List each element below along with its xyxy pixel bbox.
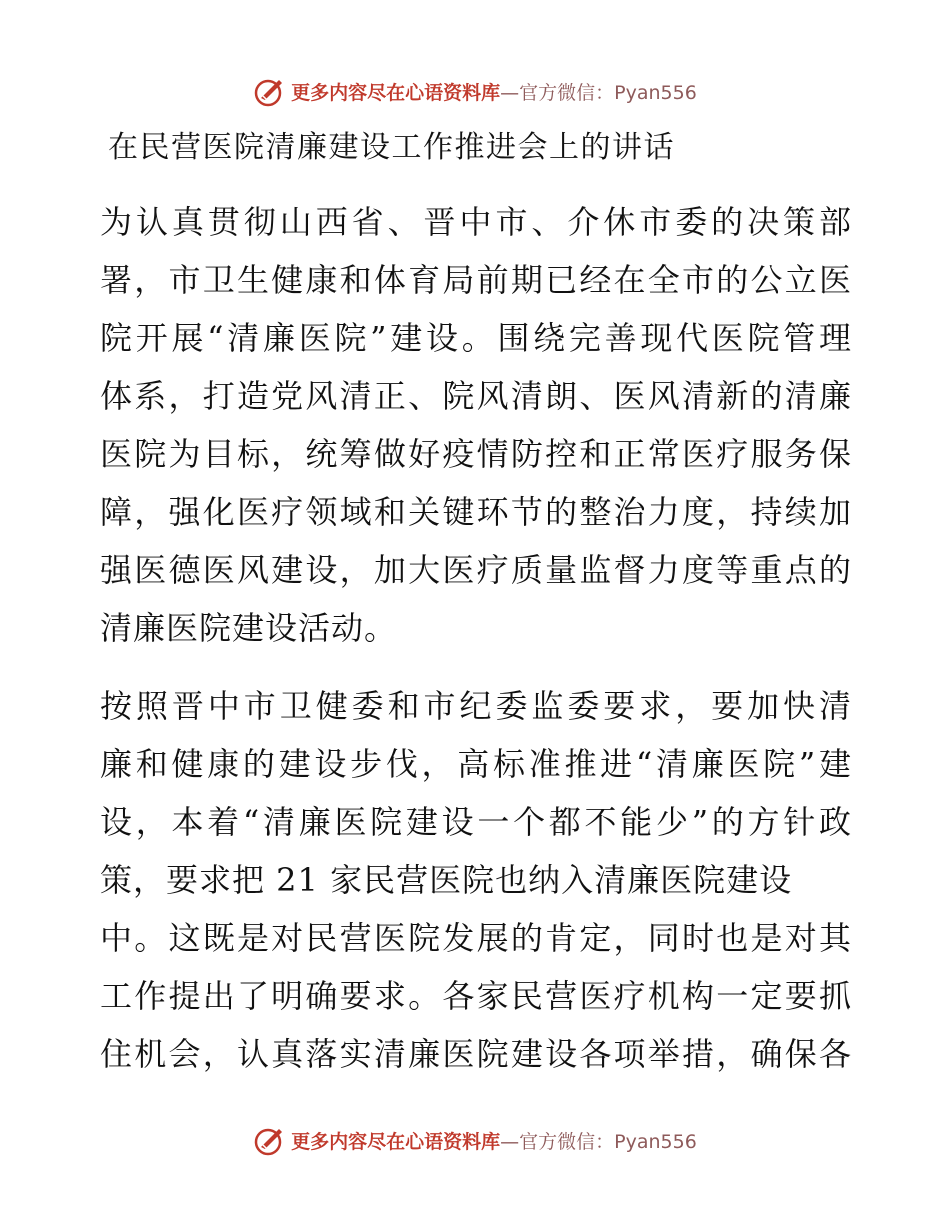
- paragraph-line: 医院为目标，统筹做好疫情防控和正常医疗服务保: [100, 435, 852, 473]
- paragraph-line: 强医德医风建设，加大医疗质量监督力度等重点的: [100, 551, 852, 589]
- banner-tail: 官方微信：Pyan556: [519, 81, 697, 104]
- paragraph-line: 院开展“清廉医院”建设。围绕完善现代医院管理: [100, 319, 852, 357]
- banner-dash: —: [500, 1130, 520, 1153]
- banner-text: [291, 78, 697, 105]
- header-banner: [0, 71, 950, 111]
- paragraph-1: [100, 193, 852, 657]
- quill-logo-icon: [253, 1123, 287, 1157]
- paragraph-line: 住机会，认真落实清廉医院建设各项举措，确保各: [100, 1035, 852, 1073]
- paragraph-line: 工作提出了明确要求。各家民营医疗机构一定要抓: [100, 977, 852, 1015]
- paragraph-line: 廉和健康的建设步伐，高标准推进“清廉医院”建: [100, 745, 852, 783]
- banner-lead: 更多内容尽在心语资料库: [291, 81, 501, 104]
- paragraph-line: 为认真贯彻山西省、晋中市、介休市委的决策部: [100, 203, 852, 241]
- banner-text: [291, 1127, 697, 1154]
- paragraph-line: 清廉医院建设活动。: [100, 609, 398, 647]
- paragraph-line: 署，市卫生健康和体育局前期已经在全市的公立医: [100, 261, 852, 299]
- paragraph-2: [100, 677, 852, 1083]
- paragraph-line: 中。这既是对民营医院发展的肯定，同时也是对其: [100, 919, 852, 957]
- quill-logo-icon: [253, 74, 287, 108]
- paragraph-line: 体系，打造党风清正、院风清朗、医风清新的清廉: [100, 377, 852, 415]
- paragraph-line: 按照晋中市卫健委和市纪委监委要求，要加快清: [100, 687, 852, 725]
- banner-tail: 官方微信：Pyan556: [519, 1130, 697, 1153]
- paragraph-line: 设，本着“清廉医院建设一个都不能少”的方针政: [100, 803, 852, 841]
- footer-banner: [0, 1120, 950, 1160]
- document-title: 在民营医院清廉建设工作推进会上的讲话: [108, 130, 675, 165]
- paragraph-line: 策，要求把 21 家民营医院也纳入清廉医院建设: [100, 861, 793, 899]
- paragraph-line: 障，强化医疗领域和关键环节的整治力度，持续加: [100, 493, 852, 531]
- banner-lead: 更多内容尽在心语资料库: [291, 1130, 501, 1153]
- banner-dash: —: [500, 81, 520, 104]
